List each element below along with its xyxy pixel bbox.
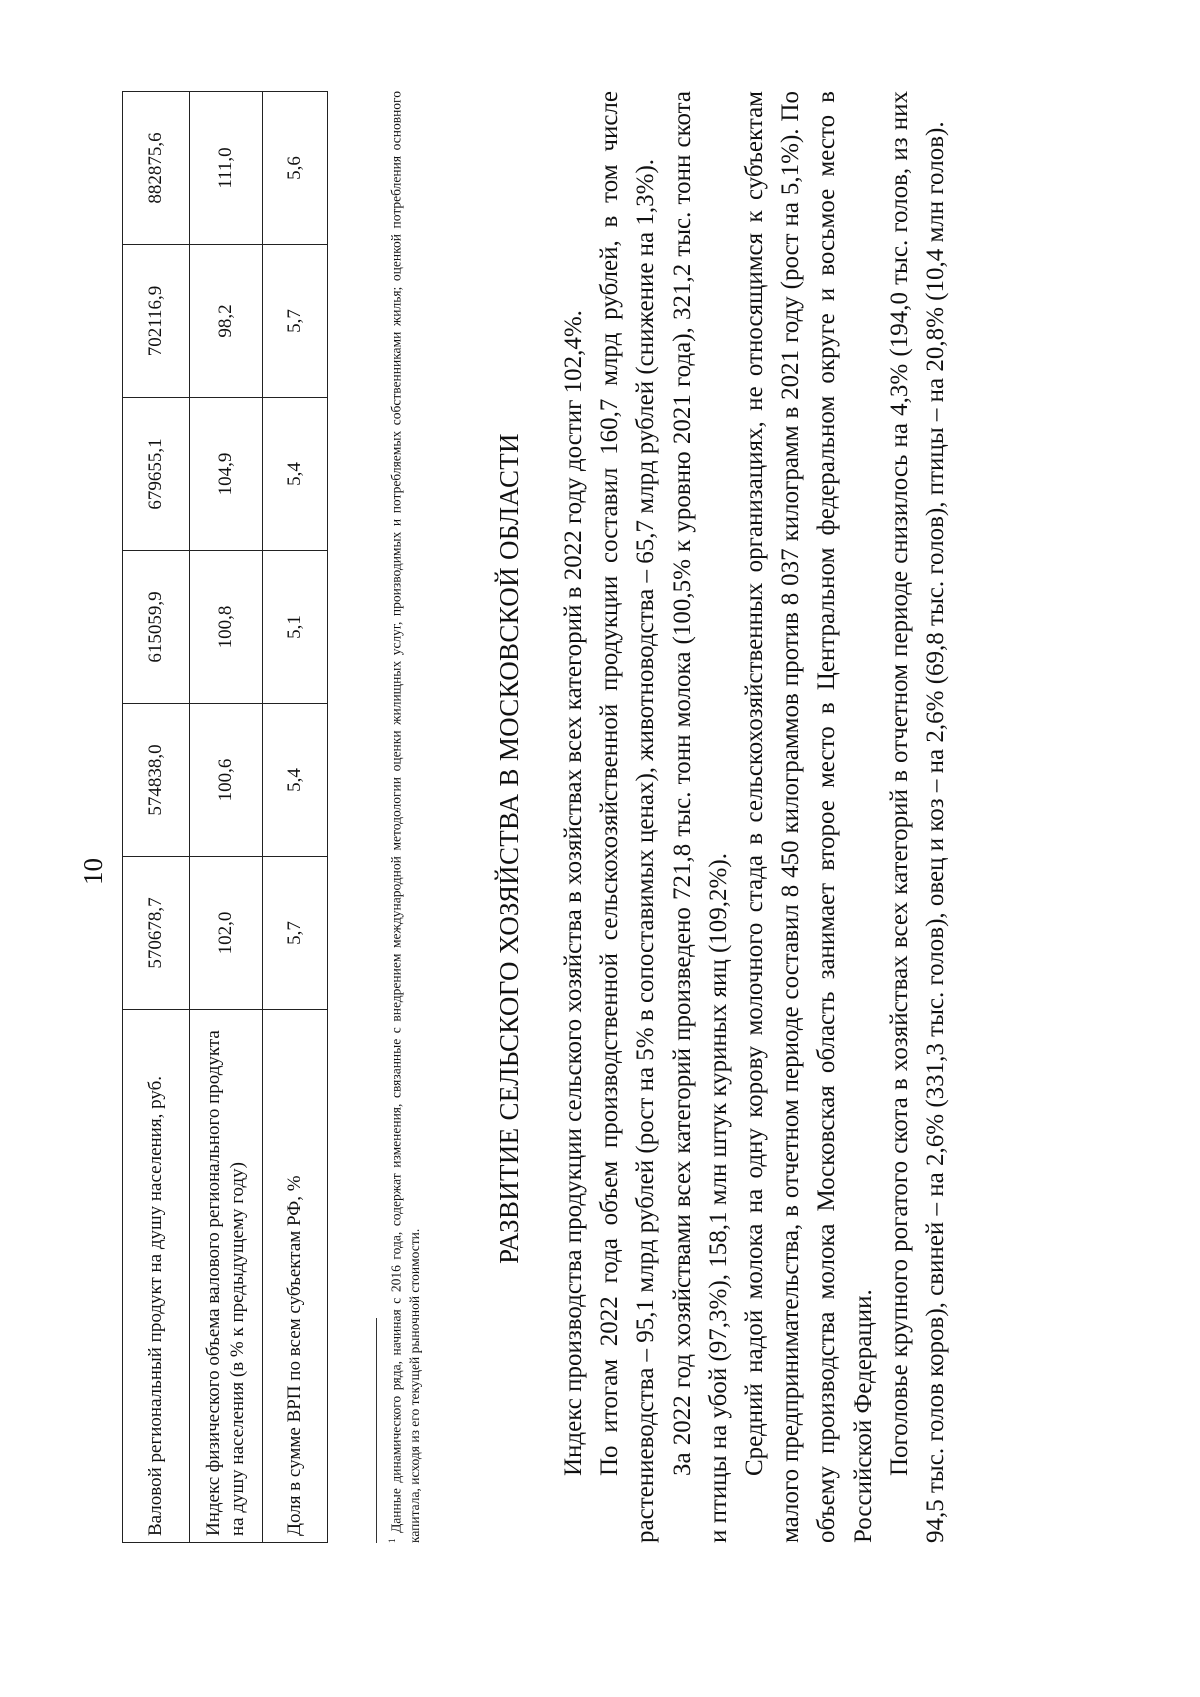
- table-row: [123, 92, 190, 1543]
- table-cell: 570678,7: [123, 857, 190, 1010]
- paragraph: Поголовье крупного рогатого скота в хозяйствах всех категорий в отчетном периоде снизилось на 4,3% (194,0 тыс. голов, из них 94,5 тыс. голов коров), свиней – на 2,6% (331,3 тыс. голов), овец и коз – на 2,6% (69,8 тыс. голов), птицы – на 20,8% (10,4 млн голов).: [885, 91, 950, 1543]
- row-label: Индекс физического объема валового регионального продукта на душу населения (в % к предыдущему году): [190, 1010, 263, 1543]
- body-text: [556, 91, 954, 1543]
- section-heading: РАЗВИТИЕ СЕЛЬСКОГО ХОЗЯЙСТВА В МОСКОВСКОЙ ОБЛАСТИ: [494, 433, 524, 1264]
- table-cell: 702116,9: [123, 245, 190, 398]
- table-cell: 882875,6: [123, 92, 190, 245]
- table-cell: 5,1: [263, 551, 328, 704]
- table-cell: 679655,1: [123, 398, 190, 551]
- row-label: Валовой региональный продукт на душу населения, руб.: [123, 1010, 190, 1543]
- footnote: [383, 91, 424, 1543]
- table-cell: 104,9: [190, 398, 263, 551]
- paragraph: По итогам 2022 года объем производственной сельскохозяйственной продукции составил 160,7 млрд рублей, в том числе растениеводства – 95,1 млрд рублей (рост на 5% в сопоставимых ценах), животноводства – 65,7 млрд рублей (снижение на 1,3%).: [596, 91, 660, 1543]
- page-number: 10: [78, 858, 108, 885]
- footnote-text: Данные динамического ряда, начиная с 2016 года, содержат изменения, связанные с внедрением международной методологии оценки жилищных услуг, производимых и потребляемых собственниками жилья; оценкой потребления основного капитала, исходя из его текущей рыночной стоимости.: [388, 90, 422, 1543]
- table-cell: 574838,0: [123, 704, 190, 857]
- table-cell: 98,2: [190, 245, 263, 398]
- paragraph: Средний надой молока на одну корову молочного стада в сельскохозяйственных организациях, не относящимся к субъектам малого предпринимательства, в отчетном периоде составил 8 450 килограммов против 8 037 килограмм в 2021 году (рост на 5,1%). По объему производства молока Московская область занимает второе место в Центральном федеральном округе и восьмое место в Российской Федерации.: [741, 91, 877, 1543]
- row-label: Доля в сумме ВРП по всем субъектам РФ, %: [263, 1010, 328, 1543]
- paragraph: Индекс производства продукции сельского хозяйства в хозяйствах всех категорий в 2022 году достиг 102,4%.: [560, 310, 587, 1476]
- table-cell: 100,8: [190, 551, 263, 704]
- table-cell: 5,4: [263, 704, 328, 857]
- table-cell: 111,0: [190, 92, 263, 245]
- footnote-separator: [376, 1318, 377, 1543]
- footnote-marker: 1: [387, 1538, 397, 1543]
- table-row: [190, 92, 263, 1543]
- table-cell: 5,6: [263, 92, 328, 245]
- table-cell: 615059,9: [123, 551, 190, 704]
- table-cell: 5,7: [263, 857, 328, 1010]
- table-cell: 100,6: [190, 704, 263, 857]
- grp-statistics-table: [122, 91, 328, 1543]
- table-cell: 5,4: [263, 398, 328, 551]
- table-cell: 102,0: [190, 857, 263, 1010]
- table-row: [263, 92, 328, 1543]
- table-cell: 5,7: [263, 245, 328, 398]
- paragraph: За 2022 год хозяйствами всех категорий произведено 721,8 тыс. тонн молока (100,5% к уровню 2021 года), 321,2 тыс. тонн скота и птицы на убой (97,3%), 158,1 млн штук куриных яиц (109,2%).: [668, 91, 732, 1543]
